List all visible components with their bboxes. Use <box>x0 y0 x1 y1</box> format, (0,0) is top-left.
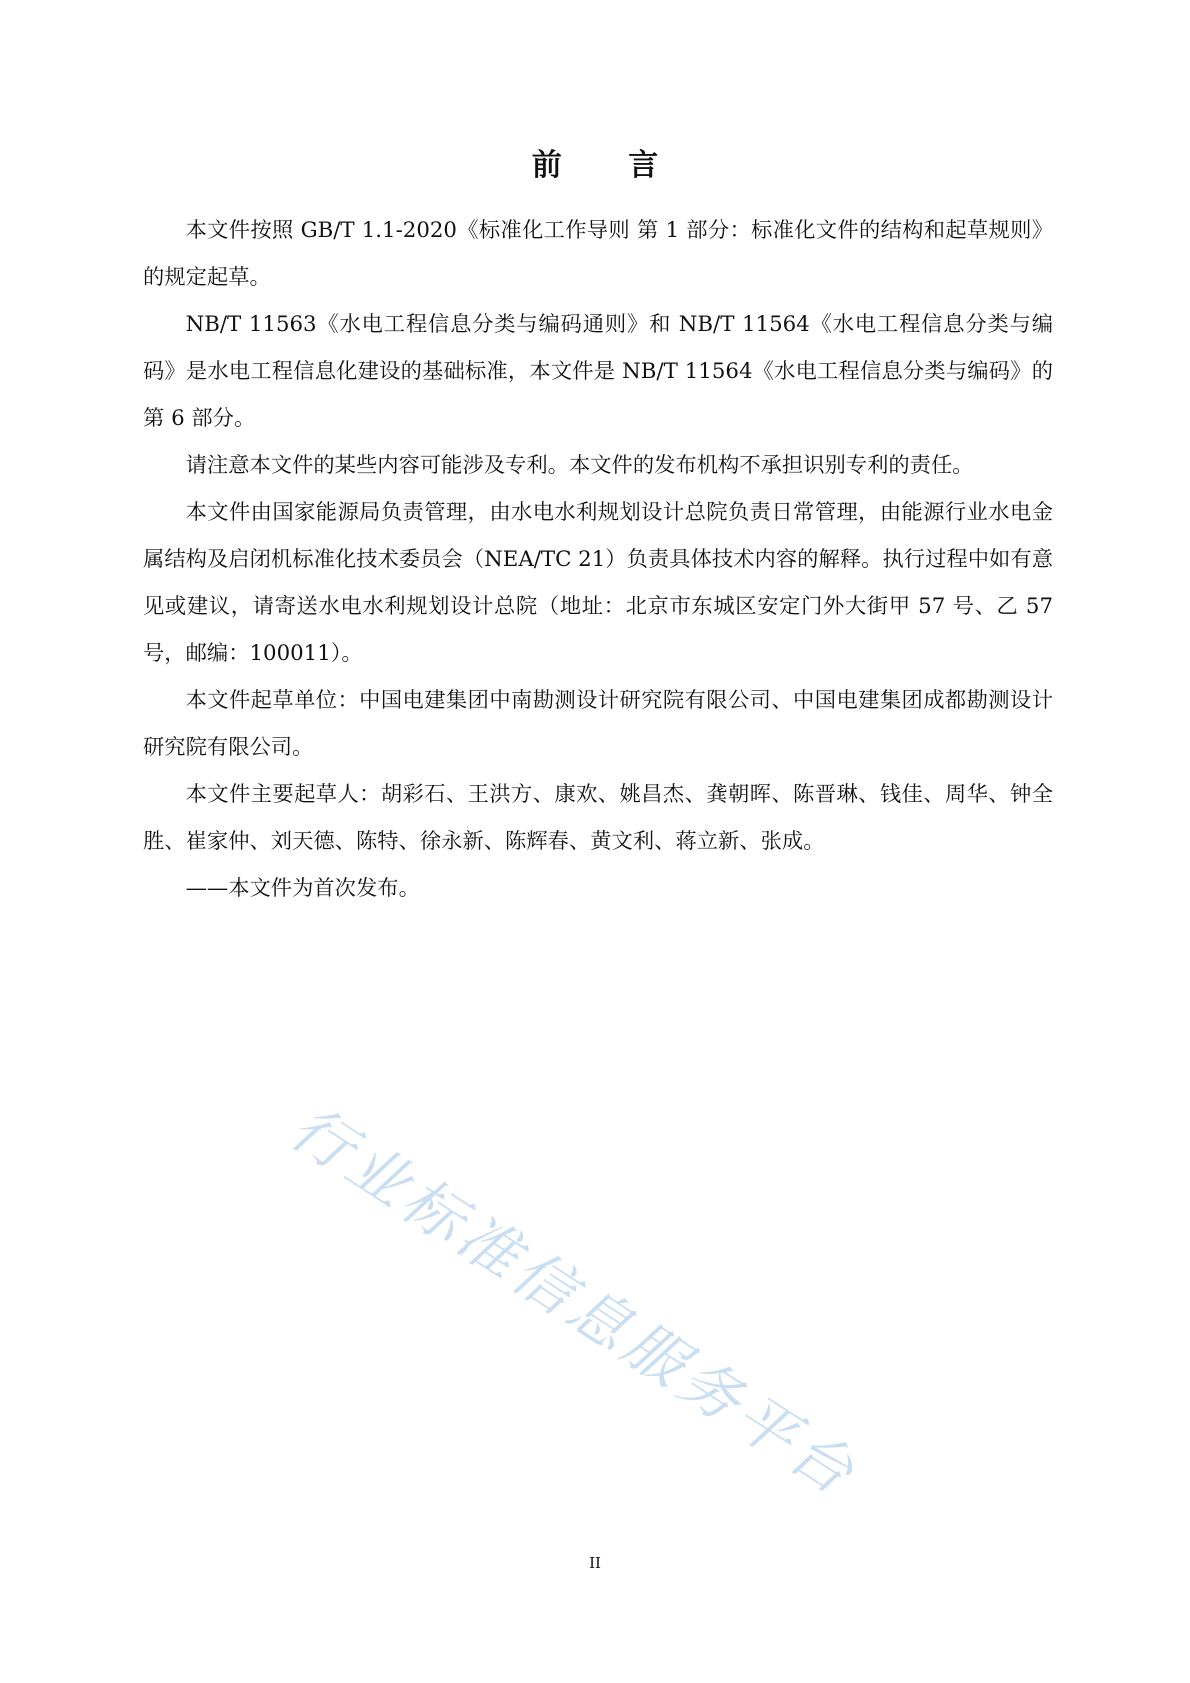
page-title: 前 言 <box>531 148 687 183</box>
paragraph-standard-series: NB/T 11563《水电工程信息分类与编码通则》和 NB/T 11564《水电工程信息分类与编码》是水电工程信息化建设的基础标准，本文件是 NB/T 11564《水电工程信息分类与编码》的第 6 部分。 <box>143 312 1053 431</box>
paragraph-drafters: 本文件主要起草人：胡彩石、王洪方、康欢、姚昌杰、龚朝晖、陈晋琳、钱佳、周华、钟全胜、崔家仲、刘天德、陈特、徐永新、陈辉春、黄文利、蒋立新、张成。 <box>143 782 1053 854</box>
foreword-body <box>143 207 1053 912</box>
paragraph-management: 本文件由国家能源局负责管理，由水电水利规划设计总院负责日常管理，由能源行业水电金属结构及启闭机标准化技术委员会（NEA/TC 21）负责具体技术内容的解释。执行过程中如有意见或建议，请寄送水电水利规划设计总院（地址：北京市东城区安定门外大街甲 57 号、乙 57 号，邮编：100011）。 <box>143 500 1053 666</box>
paragraph-first-release: ——本文件为首次发布。 <box>185 876 420 901</box>
paragraph-patent-notice: 请注意本文件的某些内容可能涉及专利。本文件的发布机构不承担识别专利的责任。 <box>185 453 974 478</box>
watermark-text: 行业标准信息服务平台 <box>278 1092 870 1512</box>
paragraph-drafting-rules: 本文件按照 GB/T 1.1-2020《标准化工作导则 第 1 部分：标准化文件的结构和起草规则》的规定起草。 <box>143 218 1053 290</box>
page-number: II <box>589 1554 601 1572</box>
paragraph-drafting-units: 本文件起草单位：中国电建集团中南勘测设计研究院有限公司、中国电建集团成都勘测设计研究院有限公司。 <box>143 688 1053 760</box>
